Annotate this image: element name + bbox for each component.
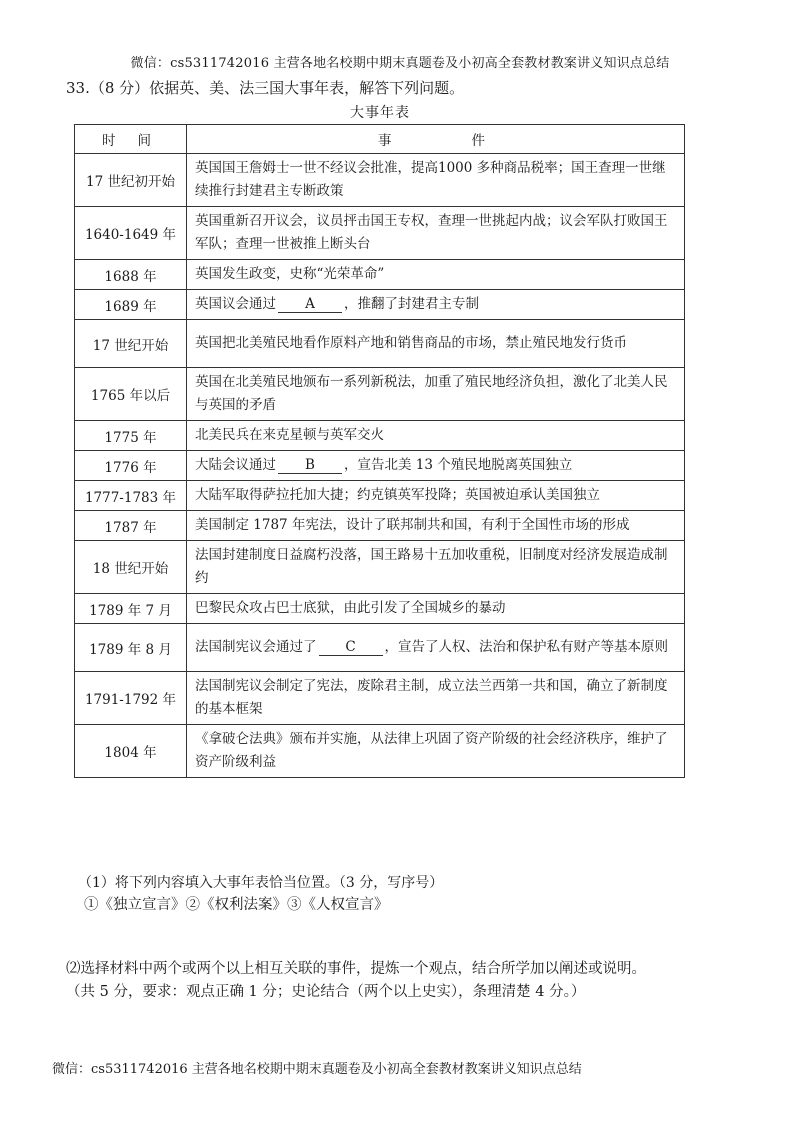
row-event: 英国把北美殖民地看作原料产地和销售商品的市场，禁止殖民地发行货币 [187,320,685,368]
table-row [75,541,685,594]
row-event [187,290,685,320]
q1-options: ①《独立宣言》②《权利法案》③《人权宣言》 [84,897,389,913]
row-event: 英国发生政变，史称“光荣革命” [187,260,685,290]
row-time: 1640-1649 年 [75,207,187,260]
row-time: 17 世纪初开始 [75,154,187,207]
table-row [75,451,685,481]
row-time: 1689 年 [75,290,187,320]
row-event: 《拿破仑法典》颁布并实施，从法律上巩固了资产阶级的社会经济秩序，维护了资产阶级利益 [187,725,685,778]
table-row [75,672,685,725]
header-watermark-note: 微信：cs5311742016 主营各地名校期中期末真题卷及小初高全套教材教案讲义知识点总结 [130,56,670,71]
answer-blank: B [278,457,342,474]
table-row [75,368,685,421]
row-event: 英国在北美殖民地颁布一系列新税法，加重了殖民地经济负担，激化了北美人民与英国的矛盾 [187,368,685,421]
row-time: 1791-1792 年 [75,672,187,725]
q2-line-2: （共 5 分，要求：观点正确 1 分；史论结合（两个以上史实），条理清楚 4 分。） [66,984,586,1000]
header-event: 事件 [187,125,685,154]
row-event: 英国国王詹姆士一世不经议会批准，提高1000 多种商品税率；国王查理一世继续推行封建君主专断政策 [187,154,685,207]
row-time: 1777-1783 年 [75,481,187,511]
q2-line-1: ⑵选择材料中两个或两个以上相互关联的事件，提炼一个观点，结合所学加以阐述或说明。 [66,961,646,977]
row-event [187,451,685,481]
event-text-after-blank: ，宣告北美 13 个殖民地脱离英国独立 [344,457,573,473]
footer-watermark-note: 微信：cs5311742016 主营各地名校期中期末真题卷及小初高全套教材教案讲义知识点总结 [52,1062,582,1077]
q1-prompt: （1）将下列内容填入大事年表恰当位置。（3 分，写序号） [78,875,444,891]
table-row [75,320,685,368]
question-title: 33.（8 分）依据英、美、法三国大事年表，解答下列问题。 [66,79,465,97]
table-row [75,624,685,672]
event-text-before-blank: 英国议会通过 [195,296,276,312]
table-row [75,511,685,541]
event-text-after-blank: ，推翻了封建君主专制 [344,296,479,312]
event-text-before-blank: 大陆会议通过 [195,457,276,473]
row-event: 大陆军取得萨拉托加大捷；约克镇英军投降；英国被迫承认美国独立 [187,481,685,511]
row-event: 英国重新召开议会，议员抨击国王专权，查理一世挑起内战；议会军队打败国王军队；查理一世被推上断头台 [187,207,685,260]
row-time: 1688 年 [75,260,187,290]
row-event [187,624,685,672]
table-caption: 大事年表 [350,105,410,121]
event-text-before-blank: 法国制宪议会通过了 [195,639,317,655]
table-row [75,481,685,511]
table-row [75,260,685,290]
table-row [75,725,685,778]
row-time: 18 世纪开始 [75,541,187,594]
q2-prompt [66,958,786,1004]
row-event: 北美民兵在来克星顿与英军交火 [187,421,685,451]
table-row [75,594,685,624]
row-time: 1775 年 [75,421,187,451]
row-time: 1776 年 [75,451,187,481]
table-row [75,207,685,260]
row-time: 17 世纪开始 [75,320,187,368]
event-text-after-blank: ，宣告了人权、法治和保护私有财产等基本原则 [384,639,668,655]
row-event: 美国制定 1787 年宪法，设计了联邦制共和国，有利于全国性市场的形成 [187,511,685,541]
row-time: 1765 年以后 [75,368,187,421]
row-event: 法国制宪议会制定了宪法，废除君主制，成立法兰西第一共和国，确立了新制度的基本框架 [187,672,685,725]
row-time: 1789 年 8 月 [75,624,187,672]
table-row [75,154,685,207]
answer-blank: A [278,296,342,313]
row-time: 1787 年 [75,511,187,541]
row-time: 1804 年 [75,725,187,778]
row-event: 巴黎民众攻占巴士底狱，由此引发了全国城乡的暴动 [187,594,685,624]
events-table [74,124,685,778]
header-time: 时间 [75,125,187,154]
row-event: 法国封建制度日益腐朽没落，国王路易十五加收重税，旧制度对经济发展造成制约 [187,541,685,594]
table-header-row [75,125,685,154]
answer-blank: C [319,639,383,656]
row-time: 1789 年 7 月 [75,594,187,624]
table-row [75,421,685,451]
table-row [75,290,685,320]
